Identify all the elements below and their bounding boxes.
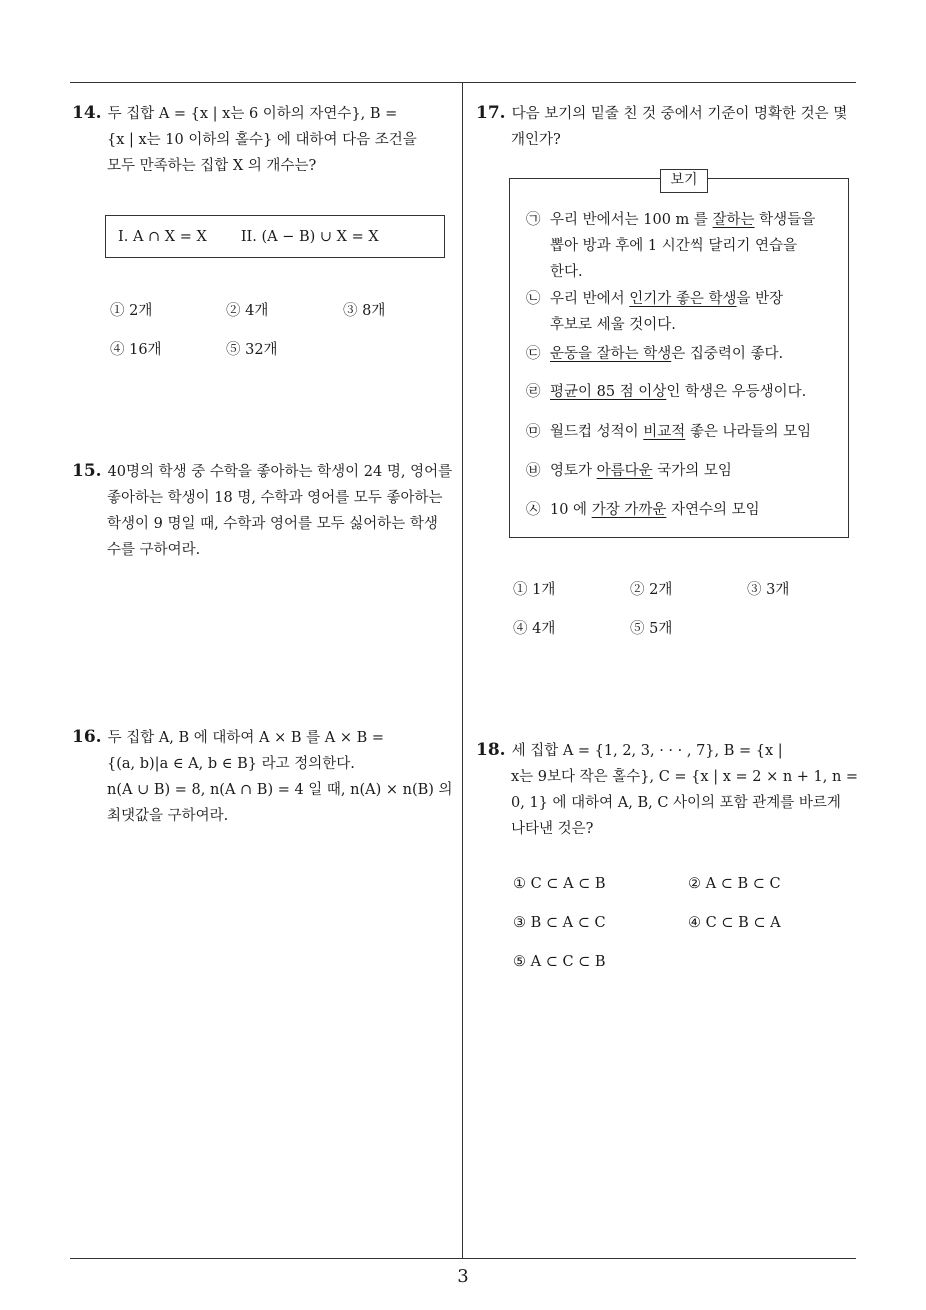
- choice-3[interactable]: ③ B ⊂ A ⊂ C: [513, 915, 606, 931]
- question-line: {(a, b)|a ∈ A, b ∈ B} 라고 정의한다.: [107, 756, 355, 772]
- bottom-rule: [70, 1258, 856, 1259]
- question-number: 15.: [72, 461, 102, 481]
- choice-3[interactable]: ③ 8개: [343, 303, 386, 319]
- bogi-box: [509, 172, 849, 538]
- underlined-phrase: 평균이 85 점 이상: [550, 384, 667, 400]
- choice-4[interactable]: ④ C ⊂ B ⊂ A: [688, 915, 781, 931]
- question-15: [72, 458, 456, 563]
- condition-1: I. A ∩ X = X: [118, 228, 207, 245]
- bogi-text: 국가의 모임: [652, 463, 732, 479]
- question-line: 세 집합 A = {1, 2, 3, · · · , 7}, B = {x |: [511, 743, 783, 759]
- bogi-item: [526, 341, 836, 367]
- bogi-text: 후보로 세울 것이다.: [550, 317, 676, 333]
- condition-2: II. (A − B) ∪ X = X: [240, 228, 379, 245]
- question-line: 두 집합 A = {x | x는 6 이하의 자연수}, B =: [107, 106, 398, 122]
- bogi-text: 뽑아 방과 후에 1 시간씩 달리기 연습을: [550, 238, 797, 254]
- underlined-phrase: 비교적: [643, 424, 686, 440]
- bogi-text: 우리 반에서는 100 m 를: [550, 212, 713, 228]
- bogi-item: [526, 458, 836, 484]
- underlined-phrase: 가장 가까운: [591, 502, 667, 518]
- question-line: 수를 구하여라.: [107, 542, 201, 558]
- choice-2[interactable]: ② 2개: [630, 582, 673, 598]
- question-line: x는 9보다 작은 홀수}, C = {x | x = 2 × n + 1, n =: [511, 769, 859, 785]
- question-number: 14.: [72, 103, 102, 123]
- bogi-text: 한다.: [550, 264, 583, 280]
- question-line: 개인가?: [511, 132, 561, 148]
- question-line: 다음 보기의 밑줄 친 것 중에서 기준이 명확한 것은 몇: [511, 106, 848, 122]
- choice-5[interactable]: ⑤ 5개: [630, 621, 673, 637]
- bogi-item-marker: ㉤: [526, 424, 541, 440]
- choice-1[interactable]: ① C ⊂ A ⊂ B: [513, 876, 606, 892]
- bogi-item-marker: ㉠: [526, 212, 541, 228]
- bogi-text: 월드컵 성적이: [550, 424, 644, 440]
- condition-box: [105, 215, 445, 258]
- bogi-item: [526, 286, 836, 338]
- bogi-item-marker: ㉡: [526, 291, 541, 307]
- column-divider: [462, 83, 463, 1258]
- choice-2[interactable]: ② 4개: [226, 303, 269, 319]
- bogi-item: [526, 207, 836, 285]
- bogi-text: 인 학생은 우등생이다.: [666, 384, 807, 400]
- bogi-text: 은 집중력이 좋다.: [671, 346, 784, 362]
- choice-5[interactable]: ⑤ 32개: [226, 342, 278, 358]
- bogi-item-marker: ㉢: [526, 346, 541, 362]
- choice-2[interactable]: ② A ⊂ B ⊂ C: [688, 876, 781, 892]
- bogi-item: [526, 497, 836, 523]
- choice-5[interactable]: ⑤ A ⊂ C ⊂ B: [513, 954, 606, 970]
- bogi-text: 영토가: [550, 463, 597, 479]
- question-17: [476, 100, 860, 153]
- question-line: 0, 1} 에 대하여 A, B, C 사이의 포함 관계를 바르게: [511, 795, 841, 811]
- bogi-text: 우리 반에서: [550, 291, 630, 307]
- underlined-phrase: 운동을 잘하는 학생: [550, 346, 672, 362]
- question-line: n(A ∪ B) = 8, n(A ∩ B) = 4 일 때, n(A) × n(B) 의: [107, 782, 453, 798]
- question-line: 좋아하는 학생이 18 명, 수학과 영어를 모두 좋아하는: [107, 490, 443, 506]
- question-line: 40명의 학생 중 수학을 좋아하는 학생이 24 명, 영어를: [107, 464, 453, 480]
- page-number: 3: [457, 1266, 469, 1287]
- question-14: [72, 100, 456, 179]
- question-line: 나타낸 것은?: [511, 821, 594, 837]
- underlined-phrase: 잘하는: [712, 212, 755, 228]
- bogi-item-marker: ㉥: [526, 463, 541, 479]
- bogi-title: 보기: [660, 169, 708, 193]
- question-line: 두 집합 A, B 에 대하여 A × B 를 A × B =: [107, 730, 384, 746]
- choice-3[interactable]: ③ 3개: [747, 582, 790, 598]
- bogi-item: [526, 379, 836, 405]
- bogi-text: 자연수의 모임: [666, 502, 760, 518]
- bogi-text: 10 에: [550, 502, 592, 518]
- underlined-phrase: 인기가 좋은 학생: [629, 291, 737, 307]
- top-rule: [70, 82, 856, 83]
- bogi-item-marker: ㉣: [526, 384, 541, 400]
- choice-1[interactable]: ① 1개: [513, 582, 556, 598]
- question-line: 최댓값을 구하여라.: [107, 808, 229, 824]
- question-18: [476, 737, 860, 842]
- question-number: 17.: [476, 103, 506, 123]
- question-line: 학생이 9 명일 때, 수학과 영어를 모두 싫어하는 학생: [107, 516, 438, 532]
- bogi-text: 학생들을: [754, 212, 816, 228]
- choice-4[interactable]: ④ 4개: [513, 621, 556, 637]
- underlined-phrase: 아름다운: [596, 463, 653, 479]
- question-number: 16.: [72, 727, 102, 747]
- bogi-text: 을 반장: [736, 291, 784, 307]
- question-number: 18.: [476, 740, 506, 760]
- question-16: [72, 724, 456, 829]
- bogi-item: [526, 419, 836, 445]
- bogi-text: 좋은 나라들의 모임: [685, 424, 812, 440]
- choice-1[interactable]: ① 2개: [110, 303, 153, 319]
- choice-4[interactable]: ④ 16개: [110, 342, 162, 358]
- question-line: 모두 만족하는 집합 X 의 개수는?: [107, 158, 317, 174]
- bogi-item-marker: ㉦: [526, 502, 541, 518]
- question-line: {x | x는 10 이하의 홀수} 에 대하여 다음 조건을: [107, 132, 417, 148]
